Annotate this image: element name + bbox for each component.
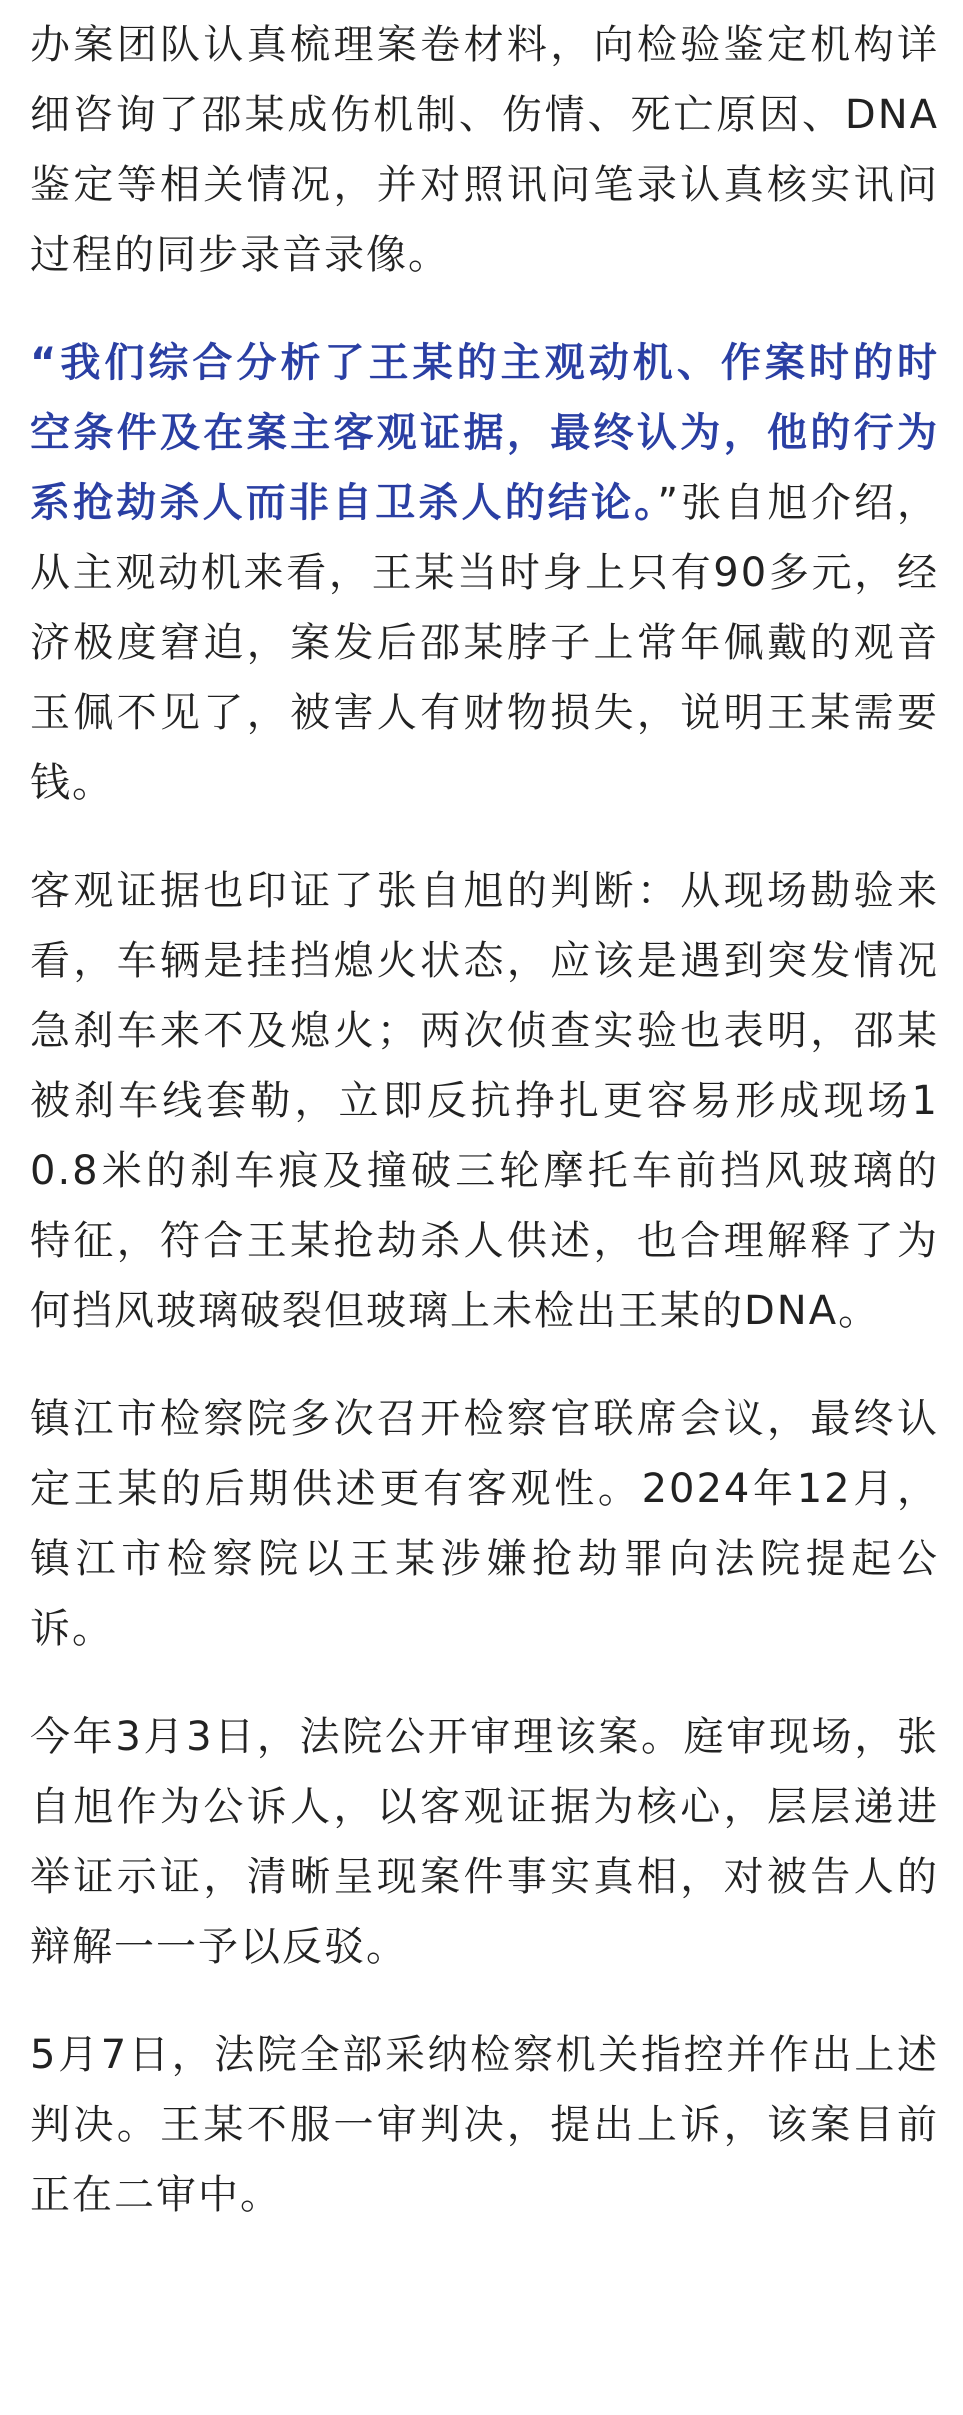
paragraph-2 — [30, 328, 939, 818]
paragraph-3: 客观证据也印证了张自旭的判断：从现场勘验来看，车辆是挂挡熄火状态，应该是遇到突发情况急刹车来不及熄火；两次侦查实验也表明，邵某被刹车线套勒，立即反抗挣扎更容易形成现场10.8米的刹车痕及撞破三轮摩托车前挡风玻璃的特征，符合王某抢劫杀人供述，也合理解释了为何挡风玻璃破裂但玻璃上未检出王某的DNA。 — [30, 868, 939, 1334]
paragraph-1: 办案团队认真梳理案卷材料，向检验鉴定机构详细咨询了邵某成伤机制、伤情、死亡原因、DNA鉴定等相关情况，并对照讯问笔录认真核实讯问过程的同步录音录像。 — [30, 22, 939, 278]
paragraph-5: 今年3月3日，法院公开审理该案。庭审现场，张自旭作为公诉人，以客观证据为核心，层层递进举证示证，清晰呈现案件事实真相，对被告人的辩解一一予以反驳。 — [30, 1714, 939, 1970]
paragraph-6: 5月7日，法院全部采纳检察机关指控并作出上述判决。王某不服一审判决，提出上诉，该案目前正在二审中。 — [30, 2032, 939, 2218]
highlighted-quote: “我们综合分析了王某的主观动机、作案时的时空条件及在案主客观证据，最终认为，他的行为系抢劫杀人而非自卫杀人的结论。 — [30, 340, 939, 526]
paragraph-2-text: ”张自旭介绍，从主观动机来看，王某当时身上只有90多元，经济极度窘迫，案发后邵某脖子上常年佩戴的观音玉佩不见了，被害人有财物损失，说明王某需要钱。 — [30, 480, 939, 806]
paragraph-4: 镇江市检察院多次召开检察官联席会议，最终认定王某的后期供述更有客观性。2024年12月，镇江市检察院以王某涉嫌抢劫罪向法院提起公诉。 — [30, 1396, 939, 1652]
